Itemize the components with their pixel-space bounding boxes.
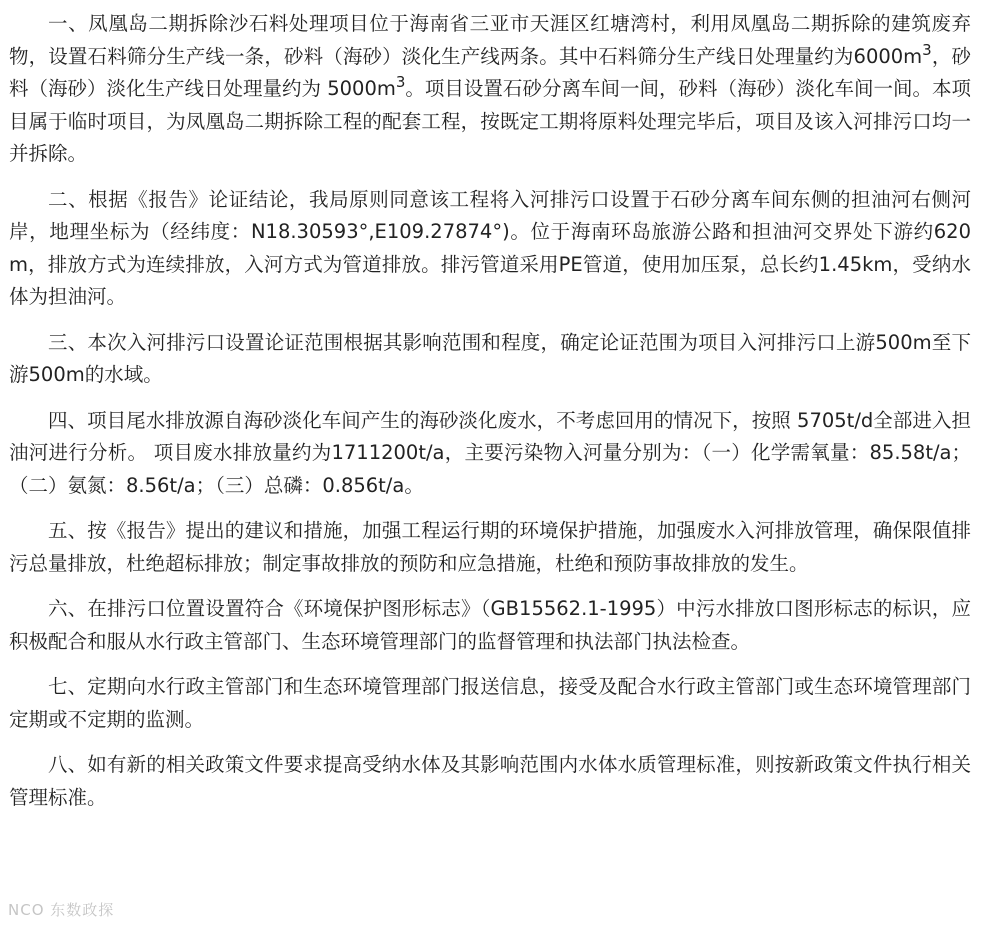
paragraph-4: 四、项目尾水排放源自海砂淡化车间产生的海砂淡化废水，不考虑回用的情况下，按照 5705t/d全部进入担油河进行分析。 项目废水排放量约为1711200t/a，主要污染物入河量分别为：（一）化学需氧量：85.58t/a；（二）氨氮：8.56t/a；（三）总磷：0.856t/a。: [9, 408, 971, 497]
paragraph-2: 二、根据《报告》论证结论，我局原则同意该工程将入河排污口设置于石砂分离车间东侧的担油河右侧河岸，地理坐标为（经纬度：N18.30593°,E109.27874°)。位于海南环岛旅游公路和担油河交界处下游约620m，排放方式为连续排放，入河方式为管道排放。排污管道采用PE管道，使用加压泵，总长约1.45km，受纳水体为担油河。: [9, 187, 971, 308]
paragraph-1-text-before: 一、凤凰岛二期拆除沙石料处理项目位于海南省三亚市天涯区红塘湾村，利用凤凰岛二期拆除的建筑废弃物，设置石料筛分生产线一条，砂料（海砂）淡化生产线两条。其中石料筛分生产线日处理量约为6000m: [9, 12, 971, 68]
paragraph-7: 七、定期向水行政主管部门和生态环境管理部门报送信息，接受及配合水行政主管部门或生态环境管理部门定期或不定期的监测。: [9, 675, 971, 731]
paragraph-3: 三、本次入河排污口设置论证范围根据其影响范围和程度，确定论证范围为项目入河排污口上游500m至下游500m的水域。: [9, 330, 971, 386]
superscript-cubic-2: 3: [395, 72, 406, 91]
paragraph-6: 六、在排污口位置设置符合《环境保护图形标志》（GB15562.1-1995）中污水排放口图形标志的标识，应积极配合和服从水行政主管部门、生态环境管理部门的监督管理和执法部门执法检查。: [9, 597, 971, 653]
paragraph-1-text-after: 。项目设置石砂分离车间一间，砂料（海砂）淡化车间一间。本项目属于临时项目，为凤凰岛二期拆除工程的配套工程，按既定工期将原料处理完毕后，项目及该入河排污口均一并拆除。: [9, 77, 971, 165]
document-body: [9, 8, 971, 827]
paragraph-8: 八、如有新的相关政策文件要求提高受纳水体及其影响范围内水体水质管理标准，则按新政策文件执行相关管理标准。: [9, 753, 971, 809]
paragraph-1-text-middle: ，砂料（海砂）淡化生产线日处理量约为 5000m: [9, 44, 971, 100]
superscript-cubic-1: 3: [922, 40, 932, 59]
watermark: NCO 东数政探: [8, 901, 115, 919]
paragraph-1: [9, 8, 971, 171]
paragraph-5: 五、按《报告》提出的建议和措施，加强工程运行期的环境保护措施，加强废水入河排放管理，确保限值排污总量排放，杜绝超标排放；制定事故排放的预防和应急措施，杜绝和预防事故排放的发生。: [9, 519, 971, 575]
